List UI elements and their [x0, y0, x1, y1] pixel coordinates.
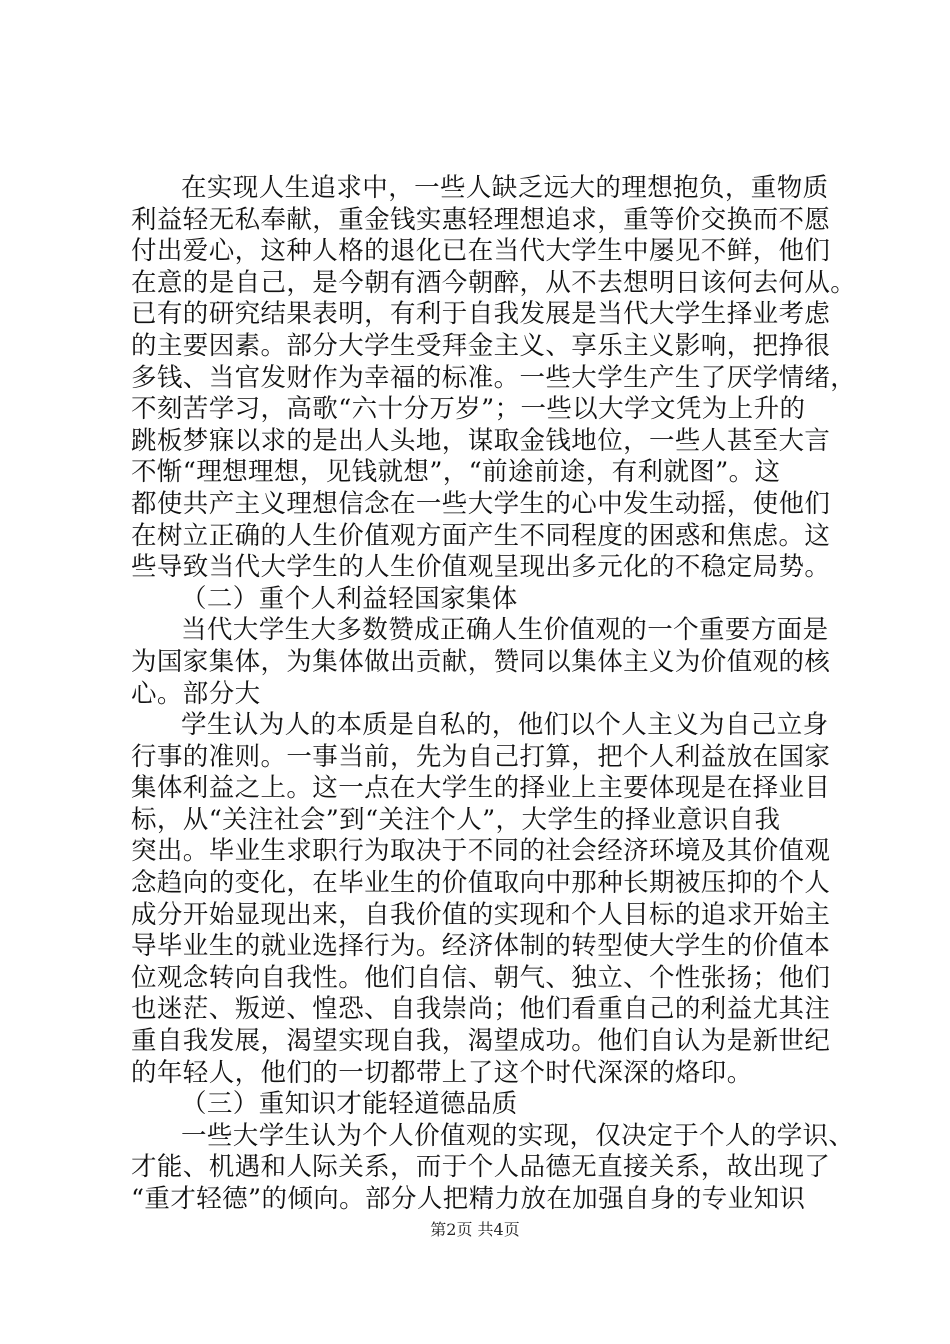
text-line: 也迷茫、叛逆、惶恐、自我崇尚；他们看重自己的利益尤其注	[131, 994, 831, 1025]
text-line: 重自我发展，渴望实现自我，渴望成功。他们自认为是新世纪	[131, 1026, 831, 1057]
text-line: 一些大学生认为个人价值观的实现，仅决定于个人的学识、	[181, 1120, 855, 1151]
section-heading-2: （二）重个人利益轻国家集体	[181, 583, 518, 614]
text-line: 为国家集体，为集体做出贡献，赞同以集体主义为价值观的核	[131, 646, 831, 677]
paragraph-3	[131, 710, 831, 1089]
text-line: 突出。毕业生求职行为取决于不同的社会经济环境及其价值观	[131, 836, 831, 867]
text-line: 的主要因素。部分大学生受拜金主义、享乐主义影响，把挣很	[131, 330, 831, 361]
text-line: 才能、机遇和人际关系，而于个人品德无直接关系，故出现了	[131, 1152, 831, 1183]
text-line: 付出爱心，这种人格的退化已在当代大学生中屡见不鲜，他们	[131, 236, 831, 267]
text-line: 成分开始显现出来，自我价值的实现和个人目标的追求开始主	[131, 899, 831, 930]
text-line: 标，从“关注社会”到“关注个人”，大学生的择业意识自我	[131, 804, 781, 835]
page-number-footer: 第2页 共4页	[430, 1220, 520, 1239]
text-line: 在实现人生追求中，一些人缺乏远大的理想抱负，重物质	[181, 173, 829, 203]
paragraph-2	[131, 615, 831, 710]
text-line: 不惭“理想理想，见钱就想”，“前途前途，有利就图”。这	[131, 457, 781, 488]
text-line: 不刻苦学习，高歌“六十分万岁”；一些以大学文凭为上升的	[131, 394, 806, 425]
text-line: 导毕业生的就业选择行为。经济体制的转型使大学生的价值本	[131, 931, 831, 962]
document-body	[131, 173, 857, 1216]
text-line: “重才轻德”的倾向。部分人把精力放在加强自身的专业知识	[131, 1184, 806, 1214]
text-line: 些导致当代大学生的人生价值观呈现出多元化的不稳定局势。	[131, 552, 831, 583]
section-heading-3: （三）重知识才能轻道德品质	[181, 1089, 518, 1120]
text-line: 多钱、当官发财作为幸福的标准。一些大学生产生了厌学情绪，	[131, 362, 857, 393]
text-line: 在树立正确的人生价值观方面产生不同程度的困惑和焦虑。这	[131, 520, 831, 551]
text-line: 位观念转向自我性。他们自信、朝气、独立、个性张扬；他们	[131, 962, 831, 993]
text-line: 跳板梦寐以求的是出人头地，谋取金钱地位，一些人甚至大言	[131, 425, 831, 456]
text-line: 当代大学生大多数赞成正确人生价值观的一个重要方面是	[181, 615, 829, 646]
paragraph-1	[131, 173, 857, 584]
text-line: 学生认为人的本质是自私的，他们以个人主义为自己立身	[181, 710, 829, 741]
text-line: 在意的是自己，是今朝有酒今朝醉，从不去想明日该何去何从。	[131, 267, 857, 298]
text-line: 的年轻人，他们的一切都带上了这个时代深深的烙印。	[131, 1057, 753, 1088]
text-line: 都使共产主义理想信念在一些大学生的心中发生动摇，使他们	[131, 488, 831, 519]
text-line: 心。部分大	[131, 678, 261, 709]
paragraph-4	[131, 1120, 855, 1216]
text-line: 集体利益之上。这一点在大学生的择业上主要体现是在择业目	[131, 773, 831, 804]
text-line: 已有的研究结果表明，有利于自我发展是当代大学生择业考虑	[131, 299, 831, 330]
text-line: 行事的准则。一事当前，先为自己打算，把个人利益放在国家	[131, 741, 831, 772]
text-line: 利益轻无私奉献，重金钱实惠轻理想追求，重等价交换而不愿	[131, 204, 831, 235]
text-line: 念趋向的变化，在毕业生的价值取向中那种长期被压抑的个人	[131, 868, 831, 899]
